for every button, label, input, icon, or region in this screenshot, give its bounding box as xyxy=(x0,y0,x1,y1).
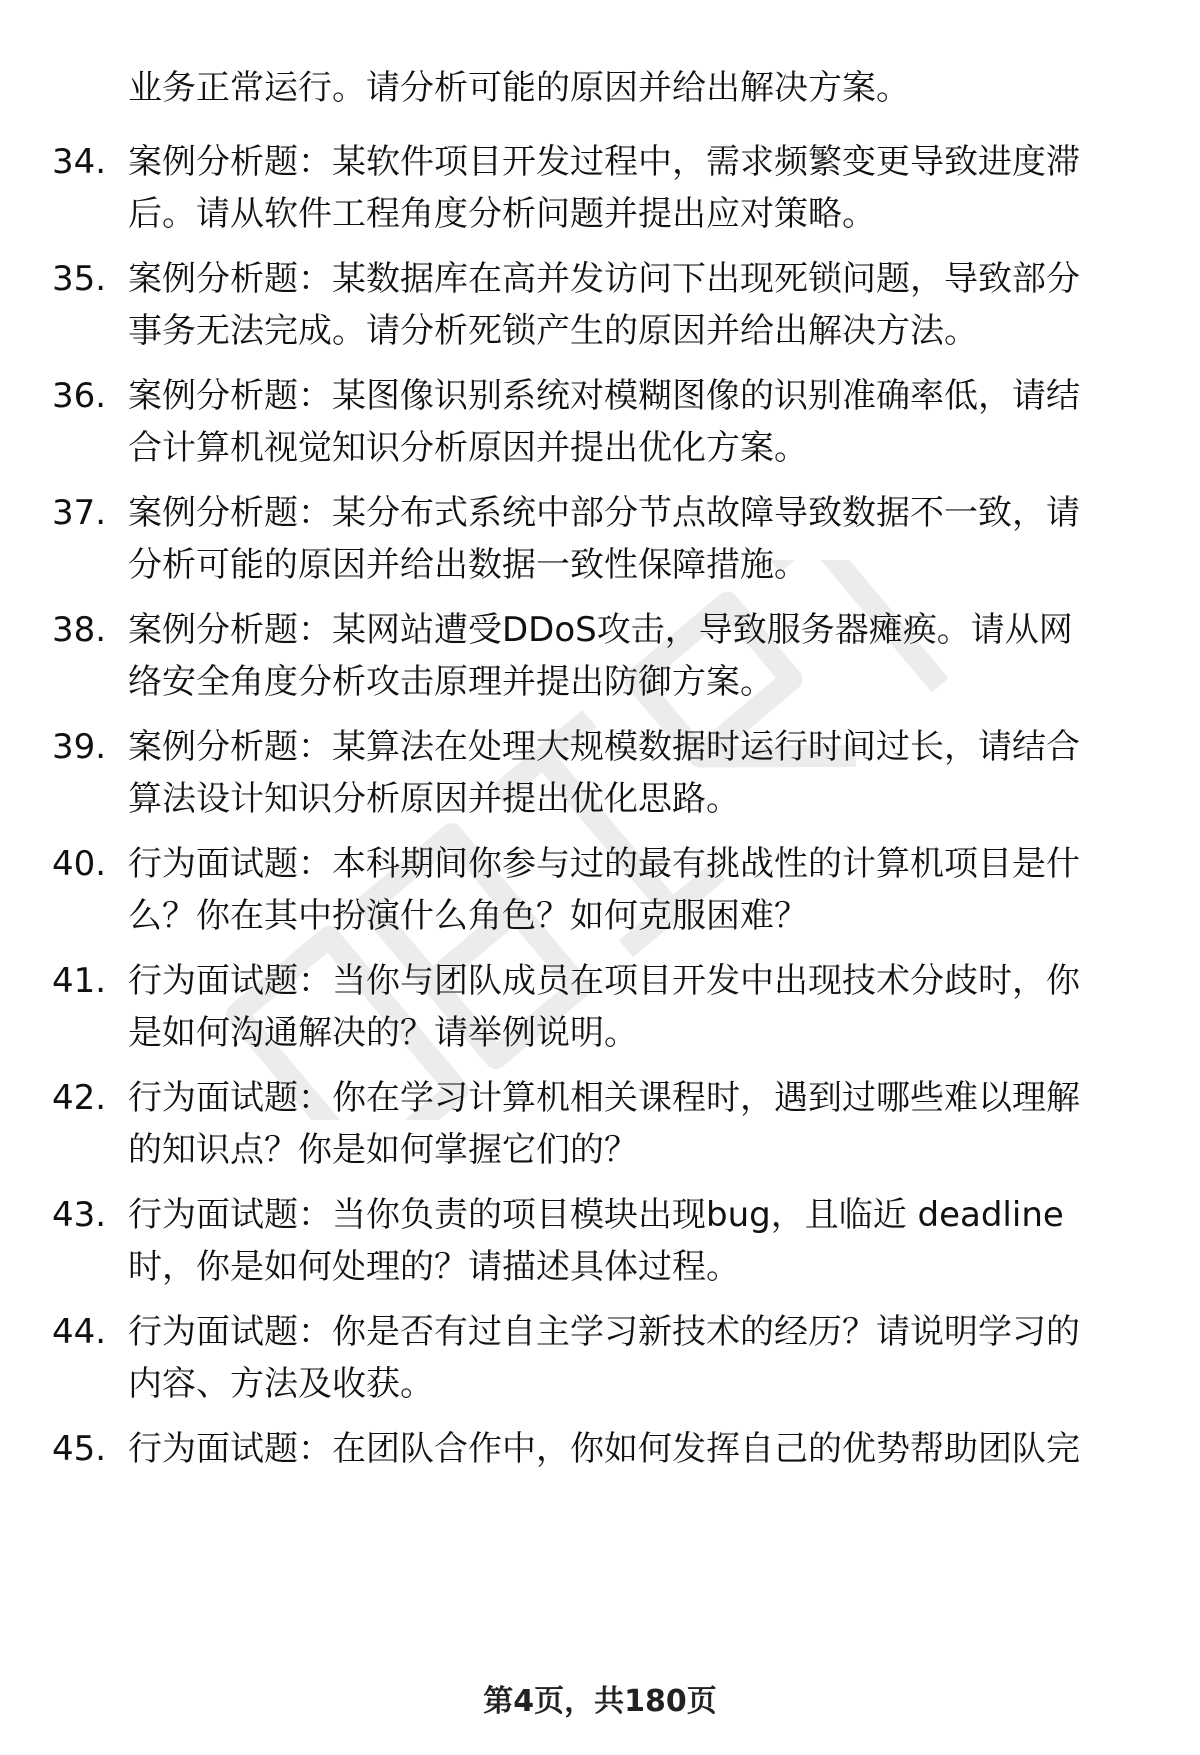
question-text-line: 行为面试题：你在学习计算机相关课程时，遇到过哪些难以理解 xyxy=(128,1078,1080,1118)
question-item-37 xyxy=(0,487,1200,597)
question-text-line: 行为面试题：当你负责的项目模块出现bug，且临近 deadline xyxy=(128,1195,1064,1235)
question-number: 38. xyxy=(52,610,107,650)
question-number: 36. xyxy=(52,376,107,416)
question-text-line: 合计算机视觉知识分析原因并提出优化方案。 xyxy=(128,428,808,468)
question-number: 39. xyxy=(52,727,107,767)
question-text-line: 行为面试题：在团队合作中，你如何发挥自己的优势帮助团队完 xyxy=(128,1429,1080,1469)
question-text-line: 的知识点？你是如何掌握它们的？ xyxy=(128,1130,638,1170)
question-text-line: 案例分析题：某软件项目开发过程中，需求频繁变更导致进度滞 xyxy=(128,142,1080,182)
question-item-38 xyxy=(0,604,1200,714)
question-text-line: 行为面试题：当你与团队成员在项目开发中出现技术分歧时，你 xyxy=(128,961,1080,1001)
question-text-line: 案例分析题：某图像识别系统对模糊图像的识别准确率低，请结 xyxy=(128,376,1080,416)
question-text-line: 络安全角度分析攻击原理并提出防御方案。 xyxy=(128,662,774,702)
question-text-line: 行为面试题：本科期间你参与过的最有挑战性的计算机项目是什 xyxy=(128,844,1080,884)
page-footer: 第4页，共180页 xyxy=(483,1684,717,1719)
question-item-34 xyxy=(0,136,1200,246)
question-text-line: 时，你是如何处理的？请描述具体过程。 xyxy=(128,1247,740,1287)
question-text-line: 案例分析题：某分布式系统中部分节点故障导致数据不一致，请 xyxy=(128,493,1080,533)
question-text-line: 是如何沟通解决的？请举例说明。 xyxy=(128,1013,638,1053)
question-text-line: 行为面试题：你是否有过自主学习新技术的经历？请说明学习的 xyxy=(128,1312,1080,1352)
question-number: 40. xyxy=(52,844,107,884)
question-number: 34. xyxy=(52,142,107,182)
continuation-text: 业务正常运行。请分析可能的原因并给出解决方案。 xyxy=(128,68,910,108)
question-text-line: 后。请从软件工程角度分析问题并提出应对策略。 xyxy=(128,194,876,234)
question-item-43 xyxy=(0,1189,1200,1299)
question-number: 37. xyxy=(52,493,107,533)
question-text-line: 内容、方法及收获。 xyxy=(128,1364,434,1404)
question-text-line: 案例分析题：某网站遭受DDoS攻击，导致服务器瘫痪。请从网 xyxy=(128,610,1073,650)
question-number: 35. xyxy=(52,259,107,299)
question-item-41 xyxy=(0,955,1200,1065)
question-number: 42. xyxy=(52,1078,107,1118)
question-text-line: 事务无法完成。请分析死锁产生的原因并给出解决方法。 xyxy=(128,311,978,351)
question-item-39 xyxy=(0,721,1200,831)
question-text-line: 分析可能的原因并给出数据一致性保障措施。 xyxy=(128,545,808,585)
question-number: 43. xyxy=(52,1195,107,1235)
question-item-42 xyxy=(0,1072,1200,1182)
question-number: 45. xyxy=(52,1429,107,1469)
question-item-40 xyxy=(0,838,1200,948)
question-text-line: 么？你在其中扮演什么角色？如何克服困难？ xyxy=(128,896,808,936)
question-item-45 xyxy=(0,1423,1200,1533)
question-item-35 xyxy=(0,253,1200,363)
question-number: 44. xyxy=(52,1312,107,1352)
question-text-line: 案例分析题：某数据库在高并发访问下出现死锁问题，导致部分 xyxy=(128,259,1080,299)
question-item-36 xyxy=(0,370,1200,480)
question-text-line: 案例分析题：某算法在处理大规模数据时运行时间过长，请结合 xyxy=(128,727,1080,767)
question-item-44 xyxy=(0,1306,1200,1416)
question-text-line: 算法设计知识分析原因并提出优化思路。 xyxy=(128,779,740,819)
question-number: 41. xyxy=(52,961,107,1001)
